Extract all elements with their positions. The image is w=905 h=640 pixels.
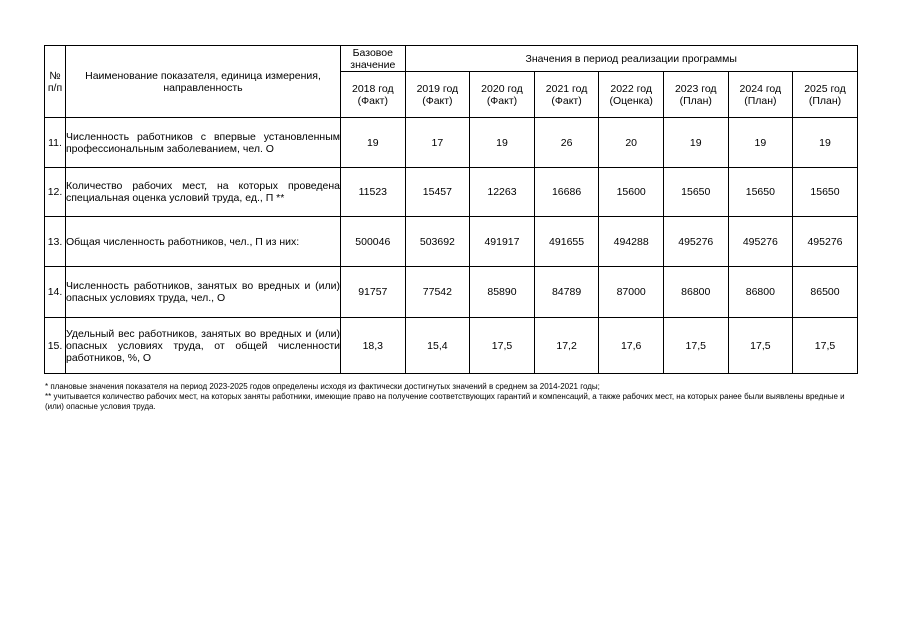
value-cell: 85890 (470, 267, 535, 318)
year-header: 2022 год (Оценка) (599, 72, 664, 118)
value-cell: 17 (405, 118, 470, 168)
indicator-name: Численность работников, занятых во вредных и (или) опасных условиях труда, чел., О (66, 267, 341, 318)
value-cell: 491655 (534, 217, 599, 267)
value-cell: 15600 (599, 168, 664, 217)
year-header: 2021 год (Факт) (534, 72, 599, 118)
value-cell: 19 (341, 118, 406, 168)
indicator-name: Количество рабочих мест, на которых проведена специальная оценка условий труда, ед., П ** (66, 168, 341, 217)
value-cell: 17,6 (599, 318, 664, 374)
value-cell: 17,5 (793, 318, 858, 374)
value-cell: 495276 (793, 217, 858, 267)
table-row (45, 267, 858, 318)
row-number: 11. (45, 118, 66, 168)
header-row-top (45, 46, 858, 72)
value-cell: 15650 (663, 168, 728, 217)
table-row (45, 217, 858, 267)
table-row (45, 118, 858, 168)
value-cell: 19 (663, 118, 728, 168)
value-cell: 17,5 (728, 318, 793, 374)
value-cell: 494288 (599, 217, 664, 267)
indicators-table (44, 45, 858, 374)
value-cell: 86800 (728, 267, 793, 318)
value-cell: 77542 (405, 267, 470, 318)
footnote-workplaces: ** учитывается количество рабочих мест, на которых заняты работники, имеющие право на получение соответствующих гарантий и компенсаций, а также рабочих мест, на которых ранее были выявлены вредные и (или) опасные условия труда. (45, 392, 845, 411)
value-cell: 15650 (793, 168, 858, 217)
value-cell: 491917 (470, 217, 535, 267)
value-cell: 503692 (405, 217, 470, 267)
value-cell: 17,5 (470, 318, 535, 374)
year-header: 2018 год (Факт) (341, 72, 406, 118)
value-cell: 500046 (341, 217, 406, 267)
value-cell: 17,2 (534, 318, 599, 374)
value-cell: 12263 (470, 168, 535, 217)
year-header: 2023 год (План) (663, 72, 728, 118)
table-row (45, 318, 858, 374)
value-cell: 26 (534, 118, 599, 168)
footnote-plan-values: * плановые значения показателя на период 2023-2025 годов определены исходя из фактически достигнутых значений в среднем за 2014-2021 годы; (45, 382, 600, 391)
value-cell: 20 (599, 118, 664, 168)
year-header: 2025 год (План) (793, 72, 858, 118)
value-cell: 15650 (728, 168, 793, 217)
value-cell: 16686 (534, 168, 599, 217)
name-column-header: Наименование показателя, единица измерения, направленность (66, 46, 341, 118)
row-number: 12. (45, 168, 66, 217)
indicator-name: Общая численность работников, чел., П из них: (66, 217, 341, 267)
value-cell: 19 (470, 118, 535, 168)
year-header: 2024 год (План) (728, 72, 793, 118)
indicator-name: Численность работников с впервые установленным профессиональным заболеванием, чел. О (66, 118, 341, 168)
period-values-header: Значения в период реализации программы (405, 46, 857, 72)
value-cell: 17,5 (663, 318, 728, 374)
value-cell: 19 (728, 118, 793, 168)
year-header: 2019 год (Факт) (405, 72, 470, 118)
value-cell: 91757 (341, 267, 406, 318)
footnotes (45, 382, 855, 412)
value-cell: 87000 (599, 267, 664, 318)
indicator-name: Удельный вес работников, занятых во вредных и (или) опасных условиях труда, от общей численности работников, %, О (66, 318, 341, 374)
value-cell: 86800 (663, 267, 728, 318)
value-cell: 19 (793, 118, 858, 168)
table-row (45, 168, 858, 217)
value-cell: 15,4 (405, 318, 470, 374)
value-cell: 11523 (341, 168, 406, 217)
year-header: 2020 год (Факт) (470, 72, 535, 118)
value-cell: 84789 (534, 267, 599, 318)
value-cell: 18,3 (341, 318, 406, 374)
value-cell: 86500 (793, 267, 858, 318)
num-column-header: № п/п (45, 46, 66, 118)
row-number: 15. (45, 318, 66, 374)
row-number: 14. (45, 267, 66, 318)
base-value-header: Базовое значение (341, 46, 406, 72)
value-cell: 495276 (728, 217, 793, 267)
row-number: 13. (45, 217, 66, 267)
value-cell: 15457 (405, 168, 470, 217)
value-cell: 495276 (663, 217, 728, 267)
